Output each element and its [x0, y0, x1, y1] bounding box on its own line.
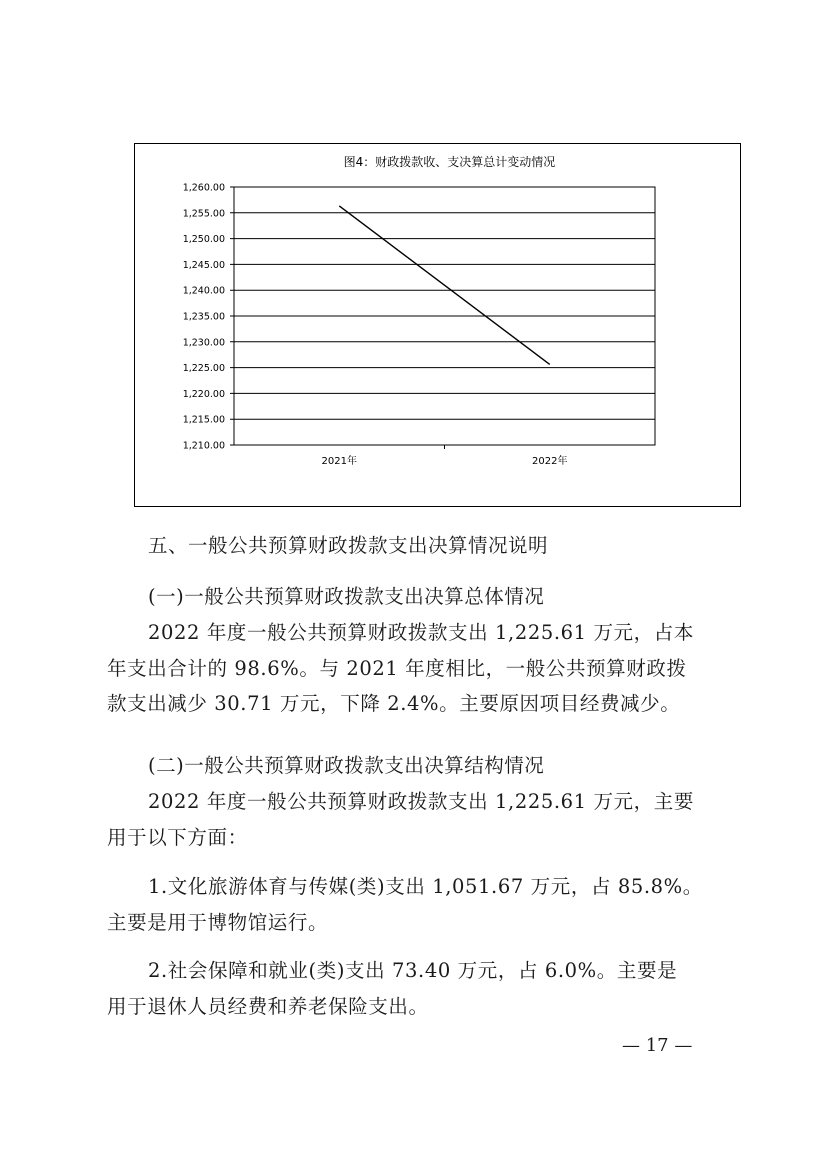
paragraph-line: 年支出合计的 98.6%。与 2021 年度相比，一般公共预算财政拨	[107, 656, 687, 680]
y-tick-label: 1,260.00	[182, 182, 225, 194]
y-tick-label: 1,240.00	[182, 285, 225, 297]
paragraph-line: 用于退休人员经费和养老保险支出。	[107, 994, 429, 1018]
paragraph-item-2	[107, 953, 719, 1024]
subsection-heading-2: (二)一般公共预算财政拨款支出决算结构情况	[148, 754, 545, 777]
y-tick-label: 1,215.00	[182, 414, 225, 426]
page-number: — 17 —	[622, 1035, 693, 1056]
y-tick-label: 1,230.00	[182, 337, 225, 349]
paragraph-line: 款支出减少 30.71 万元，下降 2.4%。主要原因项目经费减少。	[107, 692, 681, 715]
x-tick-label: 2022年	[532, 456, 568, 467]
y-tick-label: 1,255.00	[182, 208, 225, 220]
paragraph-overall	[107, 615, 719, 722]
section-heading: 五、一般公共预算财政拨款支出决算情况说明	[148, 534, 549, 557]
y-tick-label: 1,210.00	[182, 440, 225, 452]
x-tick-label: 2021年	[321, 456, 357, 467]
line-chart	[135, 144, 742, 508]
y-tick-label: 1,250.00	[182, 234, 225, 246]
y-tick-label: 1,245.00	[182, 259, 225, 271]
paragraph-line: 2022 年度一般公共预算财政拨款支出 1,225.61 万元，占本	[148, 621, 694, 644]
y-tick-label: 1,235.00	[182, 311, 225, 323]
paragraph-line: 2.社会保障和就业(类)支出 73.40 万元，占 6.0%。主要是	[148, 959, 678, 982]
paragraph-line: 1.文化旅游体育与传媒(类)支出 1,051.67 万元，占 85.8%。	[148, 875, 703, 898]
y-tick-label: 1,225.00	[182, 363, 225, 375]
paragraph-line: 用于以下方面：	[107, 825, 248, 849]
series-line	[339, 206, 550, 364]
chart-frame	[134, 143, 741, 507]
paragraph-structure-intro	[107, 784, 719, 855]
paragraph-line: 主要是用于博物馆运行。	[107, 910, 329, 934]
paragraph-line: 2022 年度一般公共预算财政拨款支出 1,225.61 万元，主要	[148, 790, 694, 813]
paragraph-item-1	[107, 869, 719, 940]
subsection-heading-1: (一)一般公共预算财政拨款支出决算总体情况	[148, 585, 545, 608]
y-tick-label: 1,220.00	[182, 388, 225, 400]
chart-title: 图4：财政拨款收、支决算总计变动情况	[343, 155, 556, 169]
